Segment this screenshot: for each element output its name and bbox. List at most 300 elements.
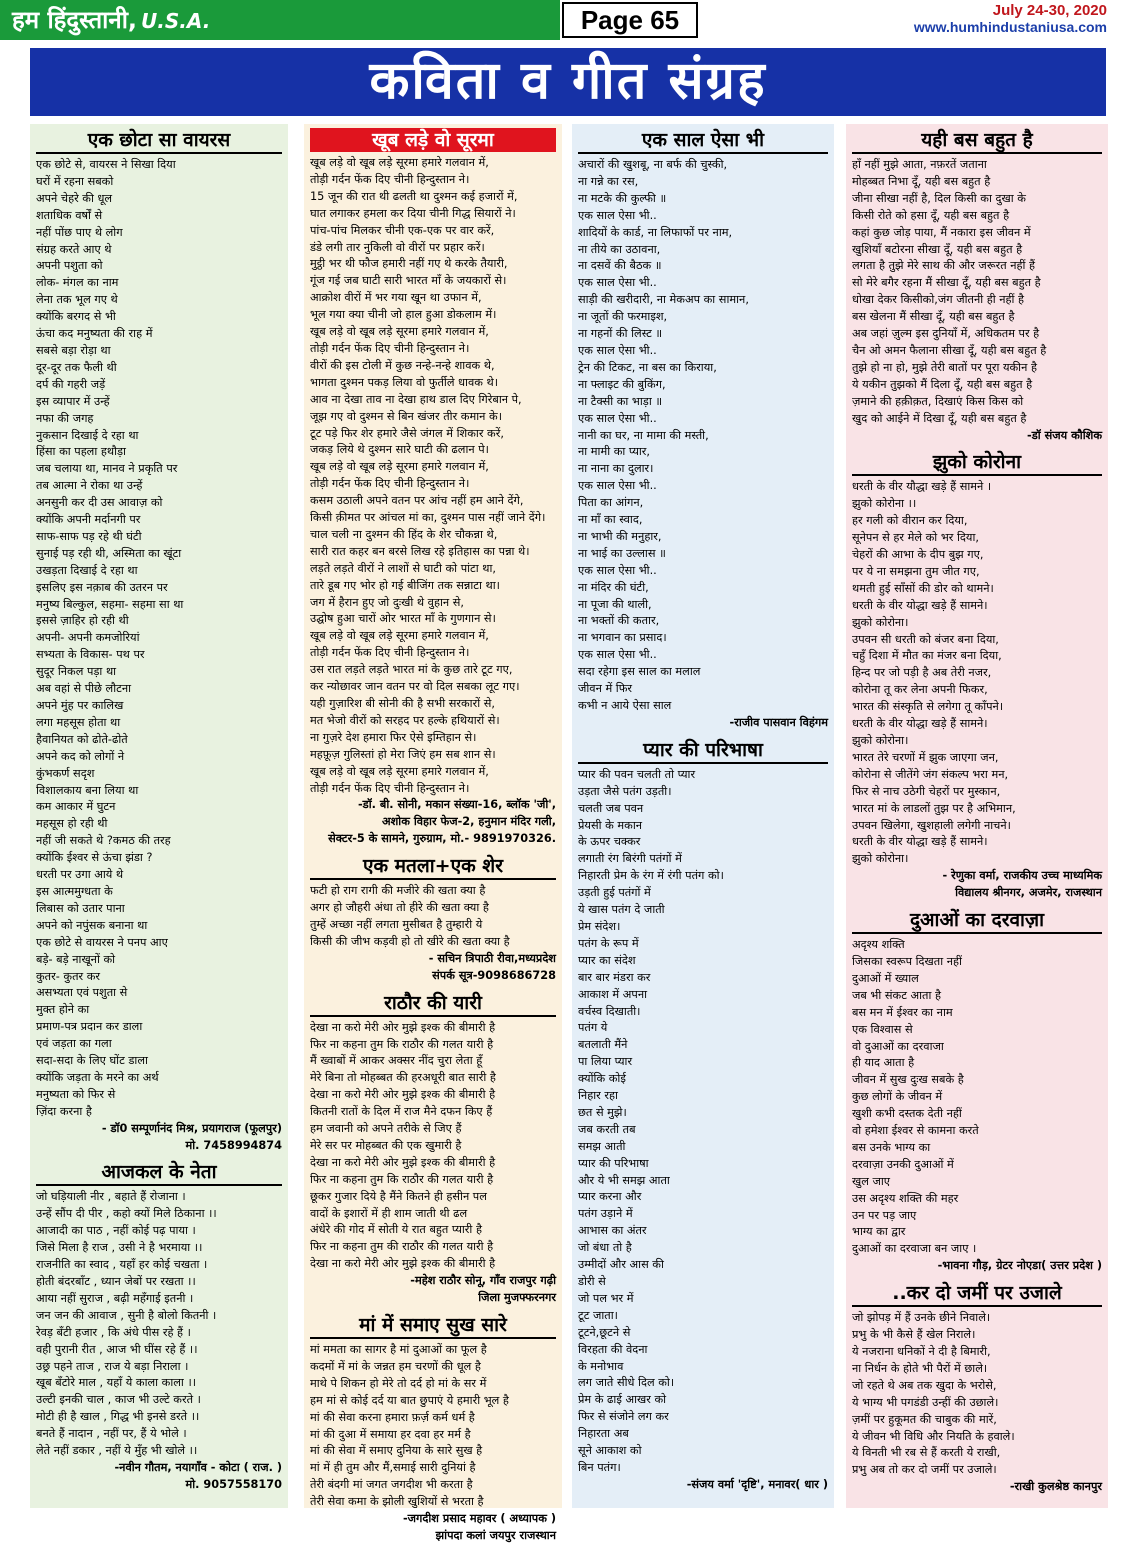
poem-line: सूनेपन से हर मेले को भर दिया, — [852, 531, 979, 545]
poem-line: जब करती तब — [578, 1122, 636, 1136]
poem-line: ना भक्तों की कतार, — [578, 614, 660, 628]
poem-line: फिर ना कहना तुम कि राठौर की गलत यारी है — [310, 1037, 494, 1051]
poem-line: लोक- मंगल का नाम — [36, 276, 119, 290]
dateline — [914, 2, 1107, 35]
poem-line: हम जवानी को अपने तरीके से जिए हैं — [310, 1122, 462, 1136]
poem-line: ये यकीन तुझको मैं दिला दूँ, यही बस बहुत है — [852, 377, 1033, 391]
poem-line: ज़िंदा करना है — [36, 1104, 92, 1118]
poem-line: यही गुज़ारिश बी सोनी की है सभी सरकारों से, — [310, 697, 495, 710]
poem-line: प्यार की परिभाषा — [578, 1156, 649, 1170]
poem-line: आक्रोश वीरों में भर गया खून था उफान में, — [310, 291, 482, 305]
poem-line: डंडे लगी तार नुकिली वो वीरों पर प्रहार करें। — [310, 240, 485, 254]
poem-line: धोखा देकर किसीको,जंग जीतनी ही नहीं है — [852, 293, 1025, 307]
poem-line: छूकर गुजार दिये है मैंने कितने ही हसीन पल — [310, 1189, 487, 1203]
poem-line: थमती हुई साँसों की डोर को थामने। — [852, 581, 994, 595]
poem-line: ना गहनों की लिस्ट ॥ — [578, 327, 663, 341]
website-link[interactable]: www.humhindustaniusa.com — [913, 19, 1107, 35]
poem-line: टूट पड़े फिर शेर हमारे जैसे जंगल में शिकार करें, — [310, 426, 504, 440]
poem-line: मनुष्य बिल्कुल, सहमा- सहमा सा था — [36, 597, 184, 611]
poem-line: सदा रहेगा इस साल का मलाल — [578, 665, 701, 679]
poem-line: ना फ्लाइट की बुकिंग, — [578, 377, 666, 391]
brand-suffix: U.S.A. — [141, 9, 211, 33]
poem-line: महसूस हो रही थी — [36, 817, 108, 831]
poem-line: नानी का घर, ना मामा की मस्ती, — [578, 428, 709, 442]
poem-line: अंधेरे की गोद में सोती ये रात बहुत प्यारी है — [310, 1223, 482, 1237]
poem-line: अपने मुंह पर कालिख — [36, 699, 124, 712]
poem-line: माथे पे शिकन हो मेरे तो दर्द हो मां के सर में — [310, 1376, 487, 1390]
poem-line: वो दुआओं का दरवाजा — [852, 1039, 944, 1053]
poem-line: अपनी- अपनी कमजोरियां — [36, 631, 140, 645]
poem-line: जो बंधा तो है — [578, 1241, 632, 1255]
poem-line: घरों में रहना सबको — [36, 174, 114, 188]
poem-line: तोड़ी गर्दन फेंक दिए चीनी हिन्दुस्तान ने। — [310, 341, 470, 355]
poem-line: बस मन में ईश्वर का नाम — [852, 1005, 953, 1019]
poem-line: नहीं जी सकते थे ?कमठ की तरह — [36, 834, 171, 848]
poem-line: ना मटके की कुल्फी ॥ — [578, 191, 667, 205]
poem-line: खूब लड़े वो खूब लड़े सूरमा हमारे गलवान में, — [310, 325, 489, 339]
poem-line: हिन्द पर जो पड़ी है अब तेरी नजर, — [852, 666, 992, 680]
poem-line: जो घड़ियाली नीर , बहाते हैं रोजाना । — [36, 1190, 186, 1204]
poem-line: पतंग के रूप में — [578, 936, 639, 950]
poem-line: खुद को आईने में दिखा दूँ, यही बस बहुत है — [852, 411, 1027, 425]
poem-line: हम मां से कोई दर्द या बात छुपाएं ये हमारी भूल है — [310, 1393, 509, 1407]
poem-line: कुछ लोगों के जीवन में — [852, 1090, 943, 1104]
poem-line: प्रेम के ढाई आखर को — [578, 1393, 667, 1407]
poem-line: सुदूर निकल पड़ा था — [36, 665, 117, 679]
poem-line: फिर ना कहना तुम कि राठौर की गलत यारी है — [310, 1172, 494, 1186]
poem-byline: मो. 9057558170 — [185, 1477, 282, 1491]
poem-line: पतंग उड़ाने में — [578, 1207, 633, 1221]
poem-line: क्योंकि बरगद से भी — [36, 310, 116, 324]
poem-line: विशालकाय बना लिया था — [36, 783, 139, 797]
poem-line: हैवानियत को ढोते-ढोते — [36, 732, 128, 746]
poem-line: धरती पर उगा आये थे — [36, 868, 124, 882]
poem-line: कोरोना से जीतेंगे जंग संकल्प भरा मन, — [852, 767, 1009, 781]
poem-line: ज़माने की हक़ीक़त, दिखाएं किस किस को — [852, 394, 1024, 408]
poem-line: उछ्र पहने ताज , राज ये बड़ा निराला । — [36, 1359, 189, 1373]
poem-block — [578, 128, 828, 736]
poem-line: आभास का अंतर — [578, 1224, 647, 1238]
issue-date: July 24-30, 2020 — [992, 2, 1107, 19]
poem-line: तारे डूब गए भोर हो गई बीजिंग तक सन्नाटा था। — [310, 578, 500, 592]
poem-line: जिसे मिला है राज , उसी ने है भरमाया ।। — [36, 1241, 203, 1255]
poem-line: ट्रेन की टिकट, ना बस का किराया, — [578, 360, 717, 374]
poem-title: एक मतला+एक शेर — [310, 854, 556, 880]
poem-line: आया नहीं सुराज , बढ़ी महँगाई इतनी । — [36, 1291, 194, 1305]
poem-line: किसी की जीभ कड़वी हो तो खीरे की खता क्या है — [310, 934, 510, 948]
poem-block — [852, 450, 1102, 906]
poem-line: घात लगाकर हमला कर दिया चीनी गिद्ध सियारों ने। — [310, 206, 516, 220]
poem-line: देखा ना करो मेरी ओर मुझे इश्क की बीमारी है — [310, 1088, 496, 1102]
poem-line: एक साल ऐसा भी.. — [578, 343, 657, 357]
poem-line: किसी रोते को हसा दूँ, यही बस बहुत है — [852, 208, 1010, 222]
poem-line: के मनोभाव — [578, 1359, 624, 1373]
poem-line: आकाश में अपना — [578, 987, 648, 1001]
poem-line: एक साल ऐसा भी.. — [578, 208, 657, 222]
poem-byline: मो. 7458994874 — [185, 1138, 282, 1152]
poem-line: खूब बँटोरे माल , यहाँ ये काला काला ।। — [36, 1376, 197, 1390]
poem-line: पतंग ये — [578, 1021, 608, 1035]
poem-block — [578, 738, 828, 1498]
poem-line: लगाती रंग बिरंगी पतंगों में — [578, 852, 682, 866]
poem-line: खुशी कभी दस्तक देती नहीं — [852, 1107, 962, 1121]
poem-line: हिंसा का पहला हथौड़ा — [36, 445, 126, 459]
poem-line: लगा महसूस होता था — [36, 715, 121, 729]
poem-line: होती बंदरबाँट , ध्यान जेबों पर रखता ।। — [36, 1275, 196, 1288]
poem-byline: - डॉ0 सम्पूर्णानंद मिश्र, प्रयागराज (फूलपुर) — [101, 1121, 282, 1135]
poem-line: खुशियाँ बटोरना सीखा दूँ, यही बस बहुत है — [852, 242, 1023, 256]
poem-line: लगता है तुझे मेरे साथ की और जरूरत नहीं हैं — [852, 259, 1036, 273]
poem-line: अब वहां से पीछे लौटना — [36, 682, 132, 696]
poem-line: ना माँ का स्वाद, — [578, 513, 643, 527]
poem-line: क्योंकि कोई — [578, 1072, 626, 1086]
poem-line: लड़ते लड़ते वीरों ने लाशों से घाटी को पांटा था, — [310, 561, 496, 575]
poem-line: अगर हो जौहरी अंधा तो हीरे की खता क्या है — [310, 901, 489, 915]
poem-line: जिसका स्वरूप दिखता नहीं — [852, 954, 962, 968]
poem-line: ना भाभी की मनुहार, — [578, 529, 662, 543]
poem-line: अदृश्य शक्ति — [852, 938, 905, 952]
poem-line: वादों के इशारों में ही शाम जाती थी ढल — [310, 1206, 468, 1220]
poem-line: क्योंकि ईश्वर से ऊंचा झंडा ? — [36, 851, 153, 865]
poem-line: खुल जाए — [852, 1174, 891, 1188]
poem-byline: -संजय वर्मा 'दृष्टि', मनावर( धार ) — [686, 1477, 828, 1491]
poem-line: बनते हैं नादान , नहीं पर, हैं ये भोले । — [36, 1427, 187, 1441]
poem-line: सो मेरे बगैर रहना मैं सीखा दूँ, यही बस बहुत है — [852, 276, 1041, 290]
poem-line: लग जाते सीधे दिल को। — [578, 1376, 675, 1390]
poem-line: एवं जड़ता का गला — [36, 1037, 112, 1051]
poem-text — [310, 1020, 556, 1274]
poem-line: ना नाना का दुलार। — [578, 462, 654, 476]
poem-byline: -डॉ. बी. सोनी, मकान संख्या-16, ब्लॉक 'जी', — [357, 798, 556, 812]
poem-line: जो रहते थे अब तक खुदा के भरोसे, — [852, 1378, 997, 1392]
poem-title: एक छोटा सा वायरस — [36, 128, 282, 154]
poem-title: आजकल के नेता — [36, 1160, 282, 1186]
poem-line: मेरे बिना तो मोहब्बत की हरअधूरी बात सारी है — [310, 1071, 496, 1085]
poem-block — [310, 1313, 556, 1549]
poem-line: समझ आती — [578, 1139, 626, 1153]
poem-line: महफ़ूज़ गुलिस्तां हो मेरा जिएं हम सब शान से। — [310, 747, 496, 761]
poem-line: उन्हें सौंप दी पीर , कहो क्यों मिले ठिकाना ।। — [36, 1207, 217, 1221]
poem-line: झुको कोरोना। — [852, 852, 909, 866]
poem-line: एक साल ऐसा भी.. — [578, 411, 657, 425]
poem-text — [852, 479, 1102, 868]
poem-line: के ऊपर चक्कर — [578, 835, 641, 849]
poem-line: असभ्यता एवं पशुता से — [36, 986, 128, 1000]
poem-title: खूब लड़े वो सूरमा — [310, 128, 556, 152]
poem-line: बिन पतंग। — [578, 1460, 621, 1474]
poem-byline: -जगदीश प्रसाद महावर ( अध्यापक ) — [402, 1512, 556, 1526]
poem-line: लेना तक भूल गए थे — [36, 293, 118, 307]
poem-block — [310, 991, 556, 1311]
poem-separator — [578, 1494, 828, 1498]
poem-line: मोटी ही है खाल , गिद्ध भी इनसे डरते ।। — [36, 1410, 200, 1424]
poem-line: धरती के वीर योद्धा खड़े हैं सामने। — [852, 835, 988, 849]
poem-line: इस आत्ममुग्धता के — [36, 884, 113, 898]
poem-line: छत से मुझे। — [578, 1105, 627, 1119]
poem-line: नफा की जगह — [36, 411, 94, 425]
poem-title: एक साल ऐसा भी — [578, 128, 828, 154]
poem-line: ना गुज़रे देश हमारा फिर ऐसे इम्तिहान से। — [310, 730, 477, 744]
poem-block — [852, 908, 1102, 1279]
poem-line: प्रमाण-पत्र प्रदान कर डाला — [36, 1020, 143, 1034]
poem-line: क्योंकि जड़ता के मरने का अर्थ — [36, 1070, 159, 1084]
poem-line: कुतर- कुतर कर — [36, 969, 101, 983]
poem-line: दुआओं का दरवाजा बन जाए । — [852, 1242, 977, 1256]
poem-text — [310, 883, 556, 951]
poem-line: पा लिया प्यार — [578, 1055, 633, 1069]
poem-block — [36, 1160, 282, 1497]
poem-line: निहारती प्रेम के रंग में रंगी पतंग को। — [578, 869, 724, 883]
poem-line: चेहरों की आभा के दीप बुझ गए, — [852, 548, 984, 562]
poem-line: ज़मीं पर हुकूमत की चाबुक की मारें, — [852, 1412, 997, 1426]
poem-title: मां में समाए सुख सारे — [310, 1313, 556, 1339]
poem-line: आजादी का पाठ , नहीं कोई पढ़ पाया । — [36, 1224, 196, 1238]
poem-line: तोड़ी गर्दन फेंक दिए चीनी हिन्दुस्तान ने। — [310, 172, 470, 186]
poem-line: गूंज गई जब घाटी सारी भारत माँ के जयकारों से। — [310, 274, 507, 288]
poem-line: ये भाग्य भी पगडंडी उन्हीं की उछाले। — [852, 1395, 999, 1409]
poem-separator — [852, 1275, 1102, 1279]
poem-line: चाल चली ना दुश्मन की हिंद के शेर चौकन्ना थे, — [310, 527, 498, 541]
poem-line: टूट जाता। — [578, 1308, 618, 1322]
poem-line: हर गली को वीरान कर दिया, — [852, 514, 968, 528]
poem-line: तेरी बंदगी मां जगत जगदीश भी करता है — [310, 1478, 473, 1492]
poem-line: सुनाई पड़ रही थी, अस्मिता का खूंटा — [36, 546, 182, 560]
poem-separator — [310, 848, 556, 852]
poem-line: बतलाती मैंने — [578, 1038, 628, 1052]
poem-line: शादियों के कार्ड, ना लिफाफों पर नाम, — [578, 225, 733, 239]
poem-line: जीवन में फिर — [578, 682, 633, 696]
poem-line: साड़ी की खरीदारी, ना मेकअप का सामान, — [578, 293, 749, 307]
poem-line: अपने कद को लोगों ने — [36, 749, 125, 763]
poem-line: भारत तेरे चरणों में झुक जाएगा जन, — [852, 750, 999, 764]
poem-line: डोरी से — [578, 1275, 606, 1288]
poem-line: जीवन में सुख दुःख सबके है — [852, 1073, 964, 1087]
poem-line: उस अदृश्य शक्ति की महर — [852, 1191, 959, 1205]
poem-line: देखा ना करो मेरी ओर मुझे इश्क की बीमारी है — [310, 1155, 496, 1169]
poem-title: राठौर की यारी — [310, 991, 556, 1017]
poem-line: मत भेजो वीरों को सरहद पर हल्के हथियारों से। — [310, 713, 500, 727]
poem-line: उड़ती हुई पतंगों में — [578, 886, 651, 900]
poem-line: लेते नहीं डकार , नहीं ये मुँह भी खोले ।। — [36, 1444, 198, 1458]
poem-line: उखड़ता दिखाई दे रहा था — [36, 563, 138, 577]
poem-line: ना भाई का उल्लास ॥ — [578, 546, 666, 560]
poem-line: जो झोपड़ में हैं उनके छीने निवाले। — [852, 1311, 991, 1325]
poem-line: ना टैक्सी का भाड़ा ॥ — [578, 394, 663, 408]
poem-byline: - सचिन त्रिपाठी रीवा,मध्यप्रदेश — [428, 951, 556, 965]
poem-line: ना मंदिर की घंटी, — [578, 580, 649, 594]
poem-line: ये खास पतंग दे जाती — [578, 903, 665, 917]
poem-line: पांच-पांच मिलकर चीनी एक-एक पर वार करें, — [310, 223, 495, 237]
poem-line: बड़े- बड़े नाखूनों को — [36, 952, 116, 966]
poem-line: दूर-दूर तक फैली थी — [36, 360, 117, 374]
poem-line: प्रेयसी के मकान — [578, 818, 643, 832]
poem-byline: -राखी कुलश्रेष्ठ कानपुर — [1009, 1480, 1102, 1494]
poem-line: रेवड़ बँटी हजार , कि अंधे पीस रहे हैं । — [36, 1325, 191, 1339]
poem-line: मनुष्यता को फिर से — [36, 1087, 116, 1101]
poem-line: मुक्त होने का — [36, 1003, 90, 1017]
poem-line: मेरे सर पर मोहब्बत की एक खुमारी है — [310, 1138, 462, 1152]
poem-line: उद्घोष हुआ चारों ओर भारत माँ के गुणगान से। — [310, 612, 496, 626]
poem-line: फिर से नाच उठेगी चेहरों पर मुस्कान, — [852, 784, 1001, 798]
poem-line: तोड़ी गर्दन फेंक दिए चीनी हिन्दुस्तान ने। — [310, 781, 470, 795]
poem-line: प्रभु अब तो कर दो जमीं पर उजाले। — [852, 1463, 997, 1477]
poem-separator — [310, 985, 556, 989]
poem-block — [852, 1281, 1102, 1500]
column-3 — [572, 124, 834, 1508]
poem-line: भाग्य का द्वार — [852, 1225, 906, 1239]
poem-line: एक विश्वास से — [852, 1022, 913, 1036]
poem-line: खूब लड़े वो खूब लड़े सूरमा हमारे गलवान में, — [310, 460, 489, 474]
poem-line: खूब लड़े वो खूब लड़े सूरमा हमारे गलवान में, — [310, 156, 489, 169]
poem-line: ना जूतों की फरमाइश, — [578, 310, 668, 324]
poem-line: भारत की संस्कृति से लगेगा तू काँपने। — [852, 700, 1004, 714]
poem-byline: -महेश राठौर सोनू, गाँव राजपुर गढ़ी — [410, 1274, 556, 1288]
poem-text — [852, 157, 1102, 428]
poem-line: धरती के वीर योद्धा खड़े हैं सामने। — [852, 717, 988, 731]
poem-separator — [310, 1545, 556, 1549]
poem-line: तोड़ी गर्दन फेंक दिए चीनी हिन्दुस्तान ने। — [310, 646, 470, 660]
poem-byline: अशोक विहार फेज-2, हनुमान मंदिर गली, — [381, 815, 556, 829]
poem-line: लिबास को उतार पाना — [36, 901, 125, 915]
poem-text — [36, 157, 282, 1121]
poem-line: बार बार मंडरा कर — [578, 970, 651, 984]
poem-line: क्योंकि अपनी मर्दानगी पर — [36, 513, 141, 527]
poem-line: देखा ना करो मेरी ओर मुझे इश्क की बीमारी है — [310, 1257, 496, 1271]
poem-line: ऊंचा कद मनुष्यता की राह में — [36, 327, 153, 341]
poem-line: मोहब्बत निभा दूँ, यही बस बहुत है — [852, 174, 991, 188]
poem-line: प्यार की पवन चलती तो प्यार — [578, 767, 696, 781]
poem-separator — [852, 1496, 1102, 1500]
poem-line: इसलिए इस नक़ाब की उतरन पर — [36, 580, 168, 594]
poem-line: ना मामी का प्यार, — [578, 445, 651, 459]
brand-name: हम हिंदुस्तानी, — [12, 6, 138, 34]
poem-line: भागता दुश्मन पकड़ लिया वो फुर्तीले धावक थे। — [310, 375, 499, 389]
poem-line: किसी क़ीमत पर आंचल मां का, दुश्मन पास नहीं जाने देंगे। — [310, 511, 546, 525]
poem-line: जीना सीखा नहीं है, दिल किसी का दुखा के — [852, 191, 1026, 205]
poem-line: उम्मीदों और आस की — [578, 1258, 664, 1272]
poem-line: उस रात लड़ते लड़ते भारत मां के कुछ तारे टूट गए, — [310, 663, 513, 677]
poem-line: ये नजराना धनिकों ने दी है बिमारी, — [852, 1345, 991, 1358]
poem-line: वर्चस्व दिखाती। — [578, 1004, 641, 1018]
poem-line: वही पुरानी रीत , आज भी घींस रहे हैं ।। — [36, 1342, 198, 1356]
poem-line: कितनी रातों के दिल में राज मैने दफन किए हैं — [310, 1105, 493, 1119]
poem-line: पिता का आंगन, — [578, 496, 644, 510]
poem-title: झुको कोरोना — [852, 450, 1102, 476]
poem-line: कुंभकर्ण सदृश — [36, 766, 95, 780]
poem-line: जन जन की आवाज , सुनी है बोलो कितनी । — [36, 1308, 217, 1322]
poem-byline: - रेणुका वर्मा, राजकीय उच्च माध्यमिक — [942, 869, 1102, 883]
poem-line: उन पर पड़ जाए — [852, 1208, 917, 1222]
poem-line: ना तीये का उठावना, — [578, 242, 661, 256]
poem-line: सबसे बड़ा रोड़ा था — [36, 343, 111, 357]
poem-line: उपवन सी धरती को बंजर बना दिया, — [852, 632, 999, 646]
poem-line: हाँ नहीं मुझे आता, नफ़रतें जताना — [852, 158, 987, 171]
poem-line: भूल गया क्या चीनी जो हाल हुआ डोकलाम में। — [310, 308, 497, 322]
poem-line: अपने को नपुंसक बनाना था — [36, 918, 148, 932]
poem-line: दुआओं में ख्याल — [852, 971, 919, 985]
poem-line: जूझ गए वो दुश्मन से बिन खंजर तीर कमान के। — [310, 409, 502, 423]
poem-byline: विद्यालय श्रीनगर, अजमेर, राजस्थान — [955, 886, 1102, 900]
poem-line: मां की दुआ में समाया हर दवा हर मर्म है — [310, 1427, 471, 1441]
poem-text — [310, 1342, 556, 1511]
poem-line: एक साल ऐसा भी.. — [578, 648, 657, 662]
poem-line: ना निर्धन के होते भी पैरों में छाले। — [852, 1361, 988, 1375]
poem-title: ..कर दो जमीं पर उजाले — [852, 1281, 1102, 1307]
poem-line: देखा ना करो मेरी ओर मुझे इश्क की बीमारी है — [310, 1020, 496, 1034]
poem-separator — [578, 732, 828, 736]
poem-text — [310, 155, 556, 797]
poem-byline: -भावना गौड़, ग्रेटर नोएडा( उत्तर प्रदेश ) — [937, 1259, 1102, 1273]
poem-line: झुको कोरोना। — [852, 734, 909, 747]
poem-byline: सेक्टर-5 के सामने, गुरुग्राम, मो.- 9891970326. — [328, 832, 556, 846]
poem-line: पर ये ना समझना तुम जीत गए, — [852, 564, 980, 578]
poem-text — [852, 937, 1102, 1258]
poem-line: जो पल भर में — [578, 1291, 634, 1305]
poem-line: वो हमेशा ईश्वर से कामना करते — [852, 1124, 979, 1138]
poem-line: ये जीवन भी विधि और नियति के हवाले। — [852, 1429, 1015, 1443]
poem-title: दुआओं का दरवाज़ा — [852, 908, 1102, 934]
poem-line: ना दसवें की बैठक ॥ — [578, 259, 662, 273]
poem-line: भारत मां के लाडलों तुझ पर है अभिमान, — [852, 801, 1016, 815]
poem-line: बस खेलना मैं सीखा दूँ, यही बस बहुत है — [852, 310, 1015, 324]
poem-byline: संपर्क सूत्र-9098686728 — [432, 968, 556, 982]
poem-line: झुको कोरोना ।। — [852, 497, 917, 511]
poem-line: दरवाज़ा उनकी दुआओं में — [852, 1157, 954, 1171]
poem-separator — [310, 1307, 556, 1311]
poem-line: खूब लड़े वो खूब लड़े सूरमा हमारे गलवान में, — [310, 764, 489, 778]
poem-line: उल्टी इनकी चाल , काज भी उल्टे करते । — [36, 1393, 201, 1407]
poem-line: ही याद आता है — [852, 1056, 915, 1070]
section-banner: कविता व गीत संग्रह — [30, 48, 1106, 116]
poem-line: कर न्योछावर जान वतन पर वो दिल सबका लूट गए। — [310, 680, 520, 694]
poem-line: कहां कुछ जोड़ पाया, मैं नकारा इस जीवन में — [852, 225, 1031, 239]
poem-line: मुट्ठी भर थी फौज हमारी नहीं गए थे करके तैयारी, — [310, 257, 508, 271]
poem-line: सूने आकाश को — [578, 1444, 642, 1458]
poem-line: ये विनती भी रब से हैं करती ये राखी, — [852, 1446, 1001, 1460]
poem-line: जकड़ लिये थे दुश्मन सारे घाटी की ढलान पे। — [310, 443, 489, 457]
poem-line: वीरों की इस टोली में कुछ नन्हे-नन्हे शावक थे, — [310, 358, 495, 372]
poem-line: फिर से संजोने लग कर — [578, 1410, 669, 1424]
poem-line: एक छोटे से, वायरस ने सिखा दिया — [36, 158, 176, 171]
poem-line: तुझे हो ना हो, मुझे तेरी बातों पर पूरा यकीन है — [852, 360, 1037, 374]
column-4 — [846, 124, 1108, 1508]
poem-line: ना भगवान का प्रसाद। — [578, 631, 667, 645]
column-1 — [30, 124, 288, 1508]
poem-block — [36, 128, 282, 1158]
poem-byline: -डॉ संजय कौशिक — [1027, 428, 1102, 442]
poem-line: तुम्हें अच्छा नहीं लगता मुसीबत है तुम्हारी ये — [310, 917, 483, 931]
poem-line: तेरी सेवा कमा के झोली खुशियों से भरता है — [310, 1495, 484, 1509]
poem-line: प्यार करना और — [578, 1190, 642, 1204]
poem-line: निहारता अब — [578, 1427, 629, 1441]
poem-block — [310, 854, 556, 988]
poem-line: टूटने,छूटने से — [578, 1325, 631, 1339]
poem-line: राजनीति का स्वाद , यहाँ हर कोई चखता । — [36, 1258, 208, 1272]
poem-separator — [36, 1154, 282, 1158]
page-number: Page 65 — [562, 2, 698, 38]
poem-line: नहीं पोंछ पाए थे लोग — [36, 225, 123, 239]
poem-separator — [852, 902, 1102, 906]
poem-text — [578, 767, 828, 1477]
poem-line: उपवन खिलेगा, खुशहाली लगेगी नाचने। — [852, 818, 1011, 832]
poem-line: अनसुनी कर दी उस आवाज़ को — [36, 496, 163, 510]
poem-line: मां में ही तुम और मैं,समाई सारी दुनियां है — [310, 1461, 476, 1475]
poem-line: एक साल ऐसा भी.. — [578, 479, 657, 493]
poem-text — [36, 1189, 282, 1460]
poem-line: अचारों की खुशबू, ना बर्फ की चुस्की, — [578, 158, 728, 171]
poem-line: धरती के वीर यौद्धा खड़े हैं सामने । — [852, 480, 992, 494]
poem-line: इससे ज़ाहिर हो रही थी — [36, 614, 129, 628]
